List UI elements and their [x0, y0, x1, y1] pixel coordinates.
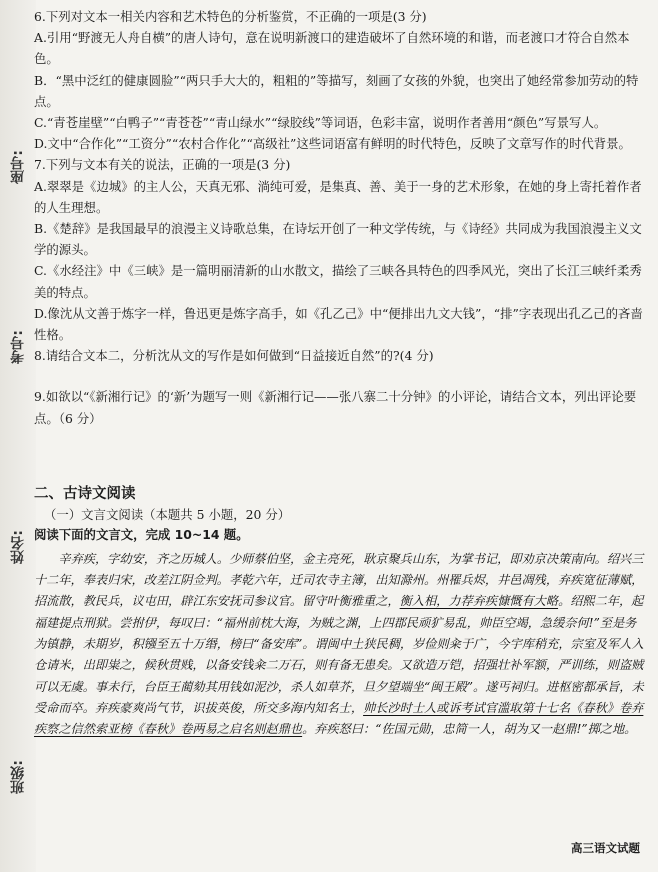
q6-option-d: D.文中“合作化”“工资分”“农村合作化”“高级社”这些词语富有鲜明的时代特色，反映了文章写作的时代背景。	[34, 136, 631, 152]
reading-instruction: 阅读下面的文言文，完成 10~14 题。	[34, 526, 249, 542]
section-subtitle: （一）文言文阅读（本题共 5 小题，20 分）	[44, 506, 291, 522]
q7-option-b: B.《楚辞》是我国最早的浪漫主义诗歌总集，在诗坛开创了一种文学传统，与《诗经》共同成为我国浪漫主义文学的源头。	[34, 221, 642, 258]
class-label: 班级:	[10, 760, 26, 794]
question-content	[34, 6, 646, 741]
seat-label: 座号:	[10, 150, 26, 184]
q8-answer-space	[34, 366, 646, 386]
classical-passage	[34, 549, 646, 741]
q7-option-c: C.《水经注》中《三峡》是一篇明丽清新的山水散文，描绘了三峡各具特色的四季风光，突出了长江三峡纤柔秀美的特点。	[34, 263, 642, 300]
q9-answer-space	[34, 429, 646, 483]
q7-option-d: D.像沈从文善于炼字一样，鲁迅更是炼字高手，如《孔乙己》中“便排出九文大钱”，“排”字表现出孔乙己的吝啬性格。	[34, 305, 643, 343]
q7-stem: 7.下列与文本有关的说法，正确的一项是(3 分)	[34, 157, 291, 173]
q6-option-c: C.“青苍崖壁”“白鸭子”“青苍苍”“青山绿水”“绿胶线”等词语，色彩丰富，说明作者善用“颜色”写景写人。	[34, 115, 607, 131]
passage-part-3: 。弃疾怒曰：“佐国元勋，忠简一人，胡为又一赵鼎!”掷之地。	[302, 722, 637, 737]
exam-number-label: 考号:	[10, 330, 26, 364]
underlined-sentence-2: 帅长沙时士人或诉考试官滥取第十七名《春秋》卷弃疾察之信然索亚榜《春秋》卷两易之启名则赵鼎也	[34, 700, 644, 737]
q8-stem: 8.请结合文本二，分析沈从文的写作是如何做到“日益接近自然”的?(4 分)	[34, 348, 434, 364]
passage-part-2: 。绍熙二年，起福建提点刑狱。尝拊伊，每叹曰：“福州前枕大海，为贼之渊，上四郡民顽犷易乱，帅臣空竭，急缓奈何!”至是务为镇静，未期岁，积镪至五十万缗，榜曰“备安库”。谓闽中土狭民稠，岁俭则籴于广，今宇库稍充，宗室及军人入仓请米，出即粜之，候秋贯贱，以备安钱籴二万石，则有备无患矣。又欲造万铠，招强壮补军额，严训练，则盗贼可以无虞。事未行，台臣王蔺劾其用钱如泥沙，杀人如草芥，旦夕望端坐“闽王殿”。遂丐祠归。进枢密都承旨，未受命而卒。弃疾豪爽尚气节，识拔英俊，所交多海内知名士，	[34, 594, 644, 715]
q7-option-a: A.翠翠是《边城》的主人公，天真无邪、淌纯可爱，是集真、善、美于一身的艺术形象，在她的身上寄托着作者的人生理想。	[34, 178, 642, 215]
section-title: 二、古诗文阅读	[34, 485, 136, 502]
footer-exam-title: 高三语文试题	[571, 841, 640, 855]
q6-option-a: A.引用“野渡无人舟自横”的唐人诗句，意在说明新渡口的建造破坏了自然环境的和谐，而老渡口才符合自然本色。	[34, 30, 630, 67]
underlined-sentence-1: 衡入相，力荐弃疾慷慨有大略	[399, 594, 559, 609]
passage-part-1: 辛弃疾，字幼安，齐之历城人。少师蔡伯坚，金主亮死，耿京聚兵山东，为掌书记，即劝京决策南向。绍兴三十二年，奉表归宋，改差江阴佥判。孝乾六年，迁司农寺主簿，出知滁州。州罹兵烬，井邑凋残，弃疾宽征薄赋，招流散，教民兵，议屯田，辟江东安抚司参议官。留守叶衡雅重之，	[34, 551, 644, 609]
q6-option-b: B．“黑中泛红的健康圆脸”“两只手大大的，粗粗的”等描写，刻画了女孩的外貌，也突出了她经常参加劳动的特点。	[34, 72, 639, 109]
binding-margin	[0, 0, 36, 872]
q9-stem: 9.如欲以“《新湘行记》的‘新’为题写一则《新湘行记——张八寨二十分钟》的小评论，请结合文本，列出评论要点。（6 分）	[34, 389, 637, 426]
q6-stem: 6.下列对文本一相关内容和艺术特色的分析鉴赏，不正确的一项是(3 分)	[34, 9, 427, 24]
name-label: 姓名:	[10, 530, 26, 564]
